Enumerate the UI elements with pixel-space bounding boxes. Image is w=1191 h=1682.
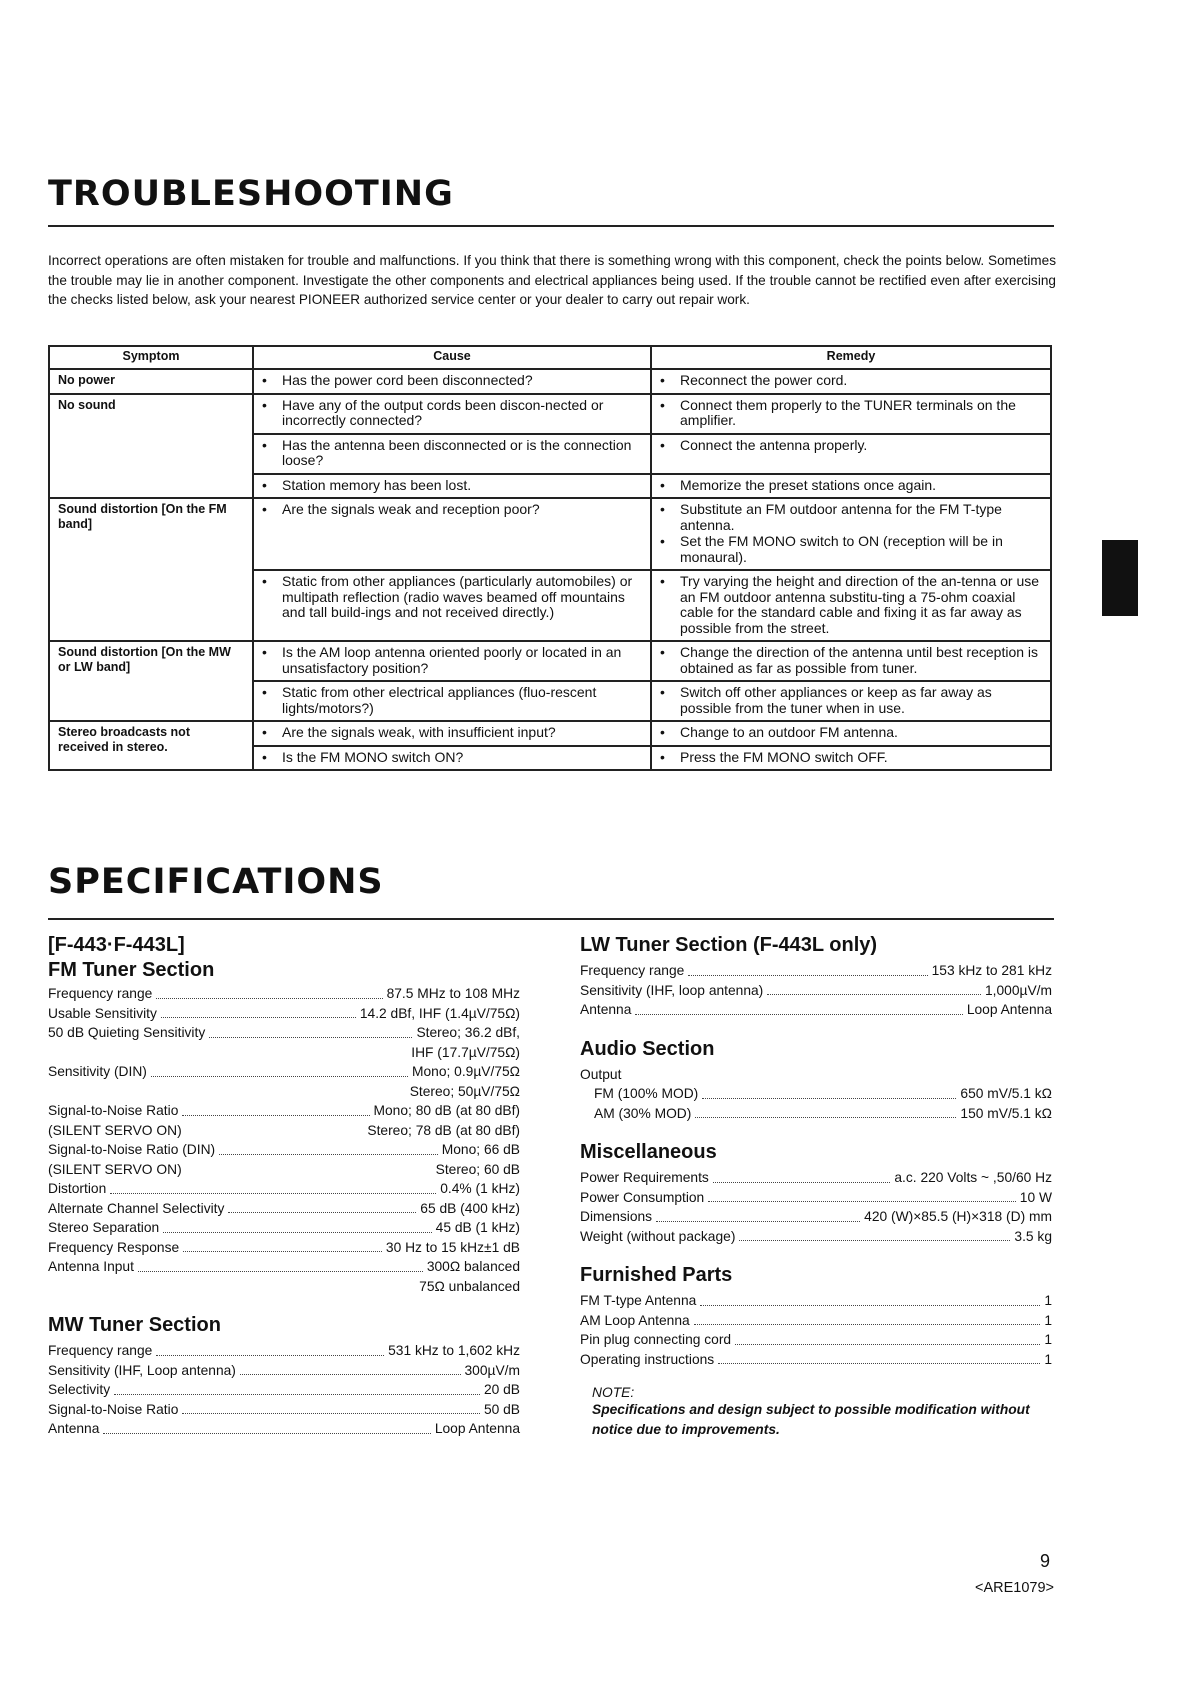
specifications-rule	[48, 918, 1054, 920]
remedy-text: Change the direction of the antenna until best reception is obtained as far as possible from tuner.	[680, 644, 1039, 676]
spec-row: AM Loop Antenna 1	[580, 1312, 1052, 1328]
audio-heading: Audio Section	[580, 1037, 715, 1060]
spec-row: FM (100% MOD) 650 mV/5.1 kΩ	[594, 1086, 1052, 1101]
document-code: <ARE1079>	[974, 1580, 1054, 1596]
troubleshooting-table	[48, 345, 1052, 771]
remedy-item	[658, 398, 1044, 429]
spec-row-continued: IHF (17.7µV/75Ω)	[411, 1044, 520, 1060]
spec-row-continued: 75Ω unbalanced	[419, 1278, 520, 1294]
cause-item	[260, 398, 644, 429]
spec-row: Selectivity 20 dB	[48, 1382, 520, 1397]
cause-item	[260, 574, 644, 621]
spec-row: Signal-to-Noise Ratio 50 dB	[48, 1401, 520, 1417]
spec-row-continued: Stereo; 50µV/75Ω	[409, 1083, 520, 1099]
cause-cell	[253, 570, 651, 641]
spec-row: Sensitivity (DIN) Mono; 0.9µV/75Ω	[48, 1064, 520, 1079]
cause-cell	[253, 746, 651, 771]
cause-text: Have any of the output cords been discon-nected or incorrectly connected?	[282, 396, 604, 428]
spec-row: Signal-to-Noise Ratio (DIN) Mono; 66 dB	[48, 1142, 520, 1157]
spec-row: Frequency range 87.5 MHz to 108 MHz	[48, 986, 520, 1001]
cause-cell	[253, 641, 651, 681]
cause-cell	[253, 369, 651, 394]
bullet-icon: •	[262, 501, 267, 517]
symptom-cell: Sound distortion [On the FM band]	[49, 498, 253, 641]
spec-row: Alternate Channel Selectivity 65 dB (400 kHz)	[48, 1200, 520, 1216]
side-index-tab	[1102, 540, 1138, 616]
symptom-header: Symptom	[49, 346, 253, 369]
remedy-item	[658, 534, 1044, 565]
spec-row: Power Consumption 10 W	[580, 1189, 1052, 1205]
lw-tuner-heading: LW Tuner Section (F-443L only)	[580, 934, 878, 956]
table-body	[49, 369, 1051, 770]
bullet-icon: •	[262, 644, 267, 660]
note-text: Specifications and design subject to possible modification without notice due to improvements.	[592, 1402, 1030, 1437]
cause-cell	[253, 434, 651, 474]
spec-right-column	[580, 934, 1052, 1440]
troubleshooting-intro: Incorrect operations are often mistaken for trouble and malfunctions. If you think that there is something wrong with this component, check the points below. Sometimes the trouble may lie in another component. Investigate the other components and electrical appliances being used. If the trouble cannot be rectified even after exercising the checks listed below, ask your nearest PIONEER authorized service center or your dealer to carry out repair work.	[48, 253, 1056, 307]
symptom-cell: Stereo broadcasts not received in stereo.	[49, 721, 253, 770]
bullet-icon: •	[262, 748, 267, 765]
remedy-cell	[651, 434, 1051, 474]
bullet-icon: •	[660, 396, 665, 413]
table-row	[49, 498, 1051, 570]
spec-row: Operating instructions 1	[580, 1351, 1052, 1367]
remedy-cell	[651, 721, 1051, 746]
spec-row: Frequency range 531 kHz to 1,602 kHz	[48, 1343, 520, 1358]
spec-row: Stereo Separation 45 dB (1 kHz)	[48, 1220, 520, 1235]
mw-tuner-heading: MW Tuner Section	[48, 1314, 221, 1336]
bullet-icon: •	[660, 724, 665, 740]
troubleshooting-title: TROUBLESHOOTING	[48, 174, 454, 214]
remedy-text: Connect the antenna properly.	[680, 436, 868, 453]
cause-item	[260, 750, 644, 766]
spec-row: Sensitivity (IHF, Loop antenna) 300µV/m	[48, 1362, 520, 1378]
remedy-cell	[651, 394, 1051, 434]
remedy-item	[658, 478, 1044, 494]
page-number: 9	[1039, 1551, 1050, 1571]
cause-cell	[253, 394, 651, 434]
spec-row: Power Requirements a.c. 220 Volts ~ ,50/60 Hz	[580, 1170, 1052, 1185]
cause-cell	[253, 681, 651, 721]
note-block	[580, 1385, 1052, 1440]
symptom-cell: Sound distortion [On the MW or LW band]	[49, 641, 253, 721]
remedy-item	[658, 645, 1044, 676]
remedy-text: Connect them properly to the TUNER terminals on the amplifier.	[680, 396, 1016, 428]
cause-item	[260, 438, 644, 469]
bullet-icon: •	[262, 573, 267, 589]
symptom-cell: No sound	[49, 394, 253, 499]
bullet-icon: •	[660, 748, 665, 765]
bullet-icon: •	[660, 476, 665, 493]
remedy-item	[658, 685, 1044, 716]
cause-text: Is the FM MONO switch ON?	[282, 748, 464, 765]
remedy-text: Reconnect the power cord.	[680, 372, 848, 388]
remedy-item	[658, 502, 1044, 533]
remedy-item	[658, 438, 1044, 454]
symptom-cell: No power	[49, 369, 253, 394]
remedy-cell	[651, 570, 1051, 641]
remedy-cell	[651, 498, 1051, 570]
remedy-cell	[651, 641, 1051, 681]
miscellaneous-heading: Miscellaneous	[580, 1141, 717, 1163]
specifications-title: SPECIFICATIONS	[48, 862, 384, 902]
spec-row: Sensitivity (IHF, loop antenna) 1,000µV/m	[580, 982, 1052, 998]
spec-row: Signal-to-Noise Ratio Mono; 80 dB (at 80 dBf)	[48, 1103, 520, 1118]
remedy-text: Memorize the preset stations once again.	[680, 476, 937, 493]
bullet-icon: •	[262, 684, 267, 700]
cause-cell	[253, 474, 651, 499]
bullet-icon: •	[660, 501, 665, 517]
spec-row: Distortion 0.4% (1 kHz)	[48, 1181, 520, 1196]
bullet-icon: •	[660, 436, 665, 453]
spec-row: Pin plug connecting cord 1	[580, 1332, 1052, 1347]
cause-text: Has the power cord been disconnected?	[282, 372, 533, 388]
remedy-header: Remedy	[651, 346, 1051, 369]
remedy-cell	[651, 369, 1051, 394]
cause-item	[260, 373, 644, 389]
cause-text: Is the AM loop antenna oriented poorly or located in an unsatisfactory position?	[282, 644, 622, 676]
remedy-item	[658, 373, 1044, 389]
remedy-item	[658, 574, 1044, 636]
model-heading: [F-443·F-443L]	[48, 934, 185, 956]
spec-row: FM T-type Antenna 1	[580, 1293, 1052, 1308]
bullet-icon: •	[262, 476, 267, 493]
spec-row: Weight (without package) 3.5 kg	[580, 1228, 1052, 1244]
cause-item	[260, 478, 644, 494]
spec-row-continued: (SILENT SERVO ON) Stereo; 60 dB	[48, 1161, 520, 1177]
table-row	[49, 369, 1051, 394]
table-row	[49, 721, 1051, 746]
remedy-text: Substitute an FM outdoor antenna for the FM T-type antenna.	[680, 501, 1002, 533]
remedy-text: Try varying the height and direction of the an-tenna or use an FM outdoor antenna substitu-ting a 75-ohm coaxial cable for the standard cable and fixing it as far away as possible from the street.	[680, 573, 1040, 636]
spec-row: Usable Sensitivity 14.2 dBf, IHF (1.4µV/75Ω)	[48, 1005, 520, 1021]
remedy-cell	[651, 681, 1051, 721]
spec-row: Frequency Response 30 Hz to 15 kHz±1 dB	[48, 1239, 520, 1255]
bullet-icon: •	[660, 644, 665, 660]
bullet-icon: •	[262, 436, 267, 453]
cause-text: Static from other electrical appliances (fluo-rescent lights/motors?)	[282, 684, 597, 716]
cause-item	[260, 502, 644, 518]
bullet-icon: •	[660, 684, 665, 700]
cause-text: Station memory has been lost.	[282, 476, 472, 493]
fm-tuner-heading: FM Tuner Section	[48, 959, 215, 981]
cause-item	[260, 685, 644, 716]
bullet-icon: •	[660, 573, 665, 589]
cause-text: Static from other appliances (particularly automobiles) or multipath reflection (radio waves beamed off mountains and tall build-ings and not received directly.)	[282, 573, 633, 620]
remedy-cell	[651, 474, 1051, 499]
cause-item	[260, 725, 644, 741]
spec-row-continued: (SILENT SERVO ON) Stereo; 78 dB (at 80 dBf)	[48, 1122, 520, 1138]
spec-left-column	[48, 934, 520, 1439]
title-rule	[48, 225, 1054, 227]
cause-cell	[253, 721, 651, 746]
spec-row: Output	[580, 1066, 622, 1082]
bullet-icon: •	[262, 724, 267, 740]
bullet-icon: •	[660, 533, 665, 549]
table-header-row	[49, 346, 1051, 369]
bullet-icon: •	[262, 396, 267, 413]
table-row	[49, 394, 1051, 434]
cause-text: Are the signals weak and reception poor?	[282, 501, 540, 517]
remedy-text: Change to an outdoor FM antenna.	[680, 724, 898, 740]
spec-row: AM (30% MOD) 150 mV/5.1 kΩ	[594, 1105, 1052, 1121]
spec-row: Dimensions 420 (W)×85.5 (H)×318 (D) mm	[580, 1209, 1052, 1224]
spec-row: Antenna Input 300Ω balanced	[48, 1259, 520, 1274]
cause-header: Cause	[253, 346, 651, 369]
remedy-item	[658, 750, 1044, 766]
cause-item	[260, 645, 644, 676]
bullet-icon: •	[660, 372, 665, 388]
remedy-item	[658, 725, 1044, 741]
bullet-icon: •	[262, 372, 267, 388]
cause-text: Has the antenna been disconnected or is the connection loose?	[282, 436, 632, 468]
cause-cell	[253, 498, 651, 570]
remedy-text: Press the FM MONO switch OFF.	[680, 748, 888, 765]
spec-row: 50 dB Quieting Sensitivity Stereo; 36.2 dBf,	[48, 1025, 520, 1040]
spec-row: Antenna Loop Antenna	[48, 1421, 520, 1436]
remedy-text: Switch off other appliances or keep as far away as possible from the tuner when in use.	[680, 684, 992, 716]
cause-text: Are the signals weak, with insufficient input?	[282, 724, 556, 740]
note-label: NOTE:	[592, 1385, 635, 1400]
remedy-text: Set the FM MONO switch to ON (reception will be in monaural).	[680, 533, 1003, 565]
furnished-parts-heading: Furnished Parts	[580, 1264, 733, 1286]
spec-row: Antenna Loop Antenna	[580, 1002, 1052, 1017]
spec-row: Frequency range 153 kHz to 281 kHz	[580, 963, 1052, 978]
table-row	[49, 641, 1051, 681]
remedy-cell	[651, 746, 1051, 771]
